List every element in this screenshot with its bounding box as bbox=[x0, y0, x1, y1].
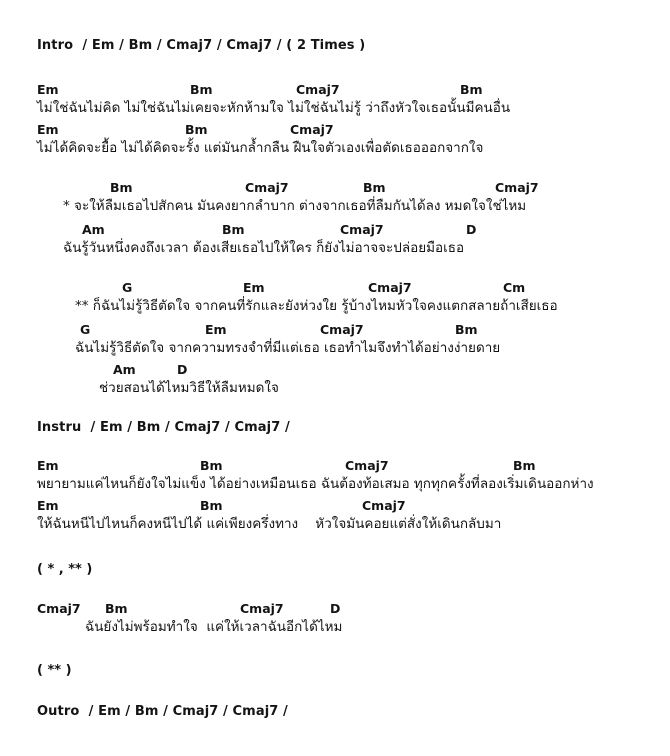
chord-label: Em bbox=[37, 458, 59, 473]
lyric-row bbox=[0, 617, 670, 638]
chord-label: Cmaj7 bbox=[240, 601, 284, 616]
chord-row bbox=[0, 180, 670, 196]
chord-row bbox=[0, 122, 670, 138]
chord-label: Em bbox=[243, 280, 265, 295]
lyric-text: ฉันรู้วันหนึ่งคงถึงเวลา ต้องเสียเธอไปให้ใคร ก็ยังไม่อาจจะปล่อยมือเธอ bbox=[63, 240, 465, 256]
lyric-row bbox=[0, 378, 670, 399]
lyric-group-verse-1-line-2 bbox=[0, 122, 670, 159]
chord-label: Bm bbox=[363, 180, 386, 195]
chord-label: Bm bbox=[222, 222, 245, 237]
lyric-row bbox=[0, 514, 670, 535]
chord-label: G bbox=[122, 280, 133, 295]
chord-label: Bm bbox=[200, 458, 223, 473]
marker-repeat-marker-star-doublestar: ( * , ** ) bbox=[37, 562, 93, 577]
lyric-row bbox=[0, 238, 670, 259]
chord-label: G bbox=[80, 322, 91, 337]
lyric-group-chorus-2-line-3 bbox=[0, 362, 670, 399]
chord-row bbox=[0, 601, 670, 617]
lyric-group-verse-2-line-1 bbox=[0, 458, 670, 495]
section-line-intro: Intro / Em / Bm / Cmaj7 / Cmaj7 / ( 2 Times ) bbox=[37, 38, 366, 53]
chord-label: Bm bbox=[105, 601, 128, 616]
lyric-text: ให้ฉันหนีไปไหนก็คงหนีไปได้ แค่เพียงครึ่งทาง หัวใจมันคอยแต่สั่งให้เดินกลับมา bbox=[37, 516, 502, 532]
chord-row bbox=[0, 458, 670, 474]
lyric-text: พยายามแค่ไหนก็ยังใจไม่แข็ง ได้อย่างเหมือนเธอ ฉันต้องท้อเสมอ ทุกทุกครั้งที่ลองเริ่มเดินออกห่าง bbox=[37, 476, 594, 492]
chord-label: Cmaj7 bbox=[320, 322, 364, 337]
marker-repeat-marker-doublestar: ( ** ) bbox=[37, 663, 72, 678]
lyric-row bbox=[0, 196, 670, 217]
lyric-text: ** ก็ฉันไม่รู้วิธีตัดใจ จากคนที่รักและยังห่วงใย รู้บ้างไหมหัวใจคงแตกสลายถ้าเสียเธอ bbox=[75, 298, 558, 314]
lyric-row bbox=[0, 138, 670, 159]
chord-row bbox=[0, 82, 670, 98]
chord-label: D bbox=[330, 601, 341, 616]
chord-label: Am bbox=[82, 222, 105, 237]
lyric-row bbox=[0, 98, 670, 119]
chord-label: Cmaj7 bbox=[495, 180, 539, 195]
chord-label: Cmaj7 bbox=[245, 180, 289, 195]
chord-label: Bm bbox=[455, 322, 478, 337]
chord-row bbox=[0, 222, 670, 238]
chord-label: Cmaj7 bbox=[340, 222, 384, 237]
lyric-group-verse-1-line-1 bbox=[0, 82, 670, 119]
lyric-group-verse-2-line-2 bbox=[0, 498, 670, 535]
lyric-text: ฉันยังไม่พร้อมทำใจ แค่ให้เวลาฉันอีกได้ไหม bbox=[85, 619, 343, 635]
chord-label: Bm bbox=[190, 82, 213, 97]
chord-label: Em bbox=[37, 498, 59, 513]
chord-label: Bm bbox=[185, 122, 208, 137]
section-line-outro: Outro / Em / Bm / Cmaj7 / Cmaj7 / bbox=[37, 704, 288, 719]
lyric-text: ฉันไม่รู้วิธีตัดใจ จากความทรงจำที่มีแต่เธอ เธอทำไมจึงทำได้อย่างง่ายดาย bbox=[75, 340, 501, 356]
chord-label: Bm bbox=[110, 180, 133, 195]
chord-label: Cmaj7 bbox=[296, 82, 340, 97]
chord-label: Em bbox=[37, 122, 59, 137]
lyric-text: ช่วยสอนได้ไหมวิธีให้ลืมหมดใจ bbox=[99, 380, 279, 396]
lyric-group-chorus-2-line-1 bbox=[0, 280, 670, 317]
chord-row bbox=[0, 322, 670, 338]
chord-label: Cmaj7 bbox=[368, 280, 412, 295]
lyric-row bbox=[0, 338, 670, 359]
lyric-group-bridge-line-1 bbox=[0, 601, 670, 638]
chord-label: D bbox=[177, 362, 188, 377]
lyric-text: ไม่ใช่ฉันไม่คิด ไม่ใช่ฉันไม่เคยจะหักห้ามใจ ไม่ใช่ฉันไม่รู้ ว่าถึงหัวใจเธอนั้นมีคนอื่น bbox=[37, 100, 511, 116]
lyric-row bbox=[0, 296, 670, 317]
lyric-row bbox=[0, 474, 670, 495]
chord-label: D bbox=[466, 222, 477, 237]
lyric-group-chorus-1-line-1 bbox=[0, 180, 670, 217]
lyric-text: * จะให้ลืมเธอไปสักคน มันคงยากลำบาก ต่างจากเธอที่ลืมกันได้ลง หมดใจใช่ไหม bbox=[63, 198, 527, 214]
chord-label: Em bbox=[205, 322, 227, 337]
chord-label: Cmaj7 bbox=[290, 122, 334, 137]
section-line-instrumental: Instru / Em / Bm / Cmaj7 / Cmaj7 / bbox=[37, 420, 290, 435]
lyric-group-chorus-2-line-2 bbox=[0, 322, 670, 359]
lyric-text: ไม่ได้คิดจะยื้อ ไม่ได้คิดจะรั้ง แต่มันกล้ำกลืน ฝืนใจตัวเองเพื่อตัดเธอออกจากใจ bbox=[37, 140, 484, 156]
chord-label: Am bbox=[113, 362, 136, 377]
chord-row bbox=[0, 362, 670, 378]
chord-label: Cmaj7 bbox=[37, 601, 81, 616]
chord-row bbox=[0, 498, 670, 514]
chord-row bbox=[0, 280, 670, 296]
chord-label: Bm bbox=[513, 458, 536, 473]
chord-label: Cmaj7 bbox=[362, 498, 406, 513]
chord-label: Em bbox=[37, 82, 59, 97]
chord-label: Cmaj7 bbox=[345, 458, 389, 473]
chord-label: Cm bbox=[503, 280, 526, 295]
chord-label: Bm bbox=[200, 498, 223, 513]
lyric-group-chorus-1-line-2 bbox=[0, 222, 670, 259]
chord-label: Bm bbox=[460, 82, 483, 97]
